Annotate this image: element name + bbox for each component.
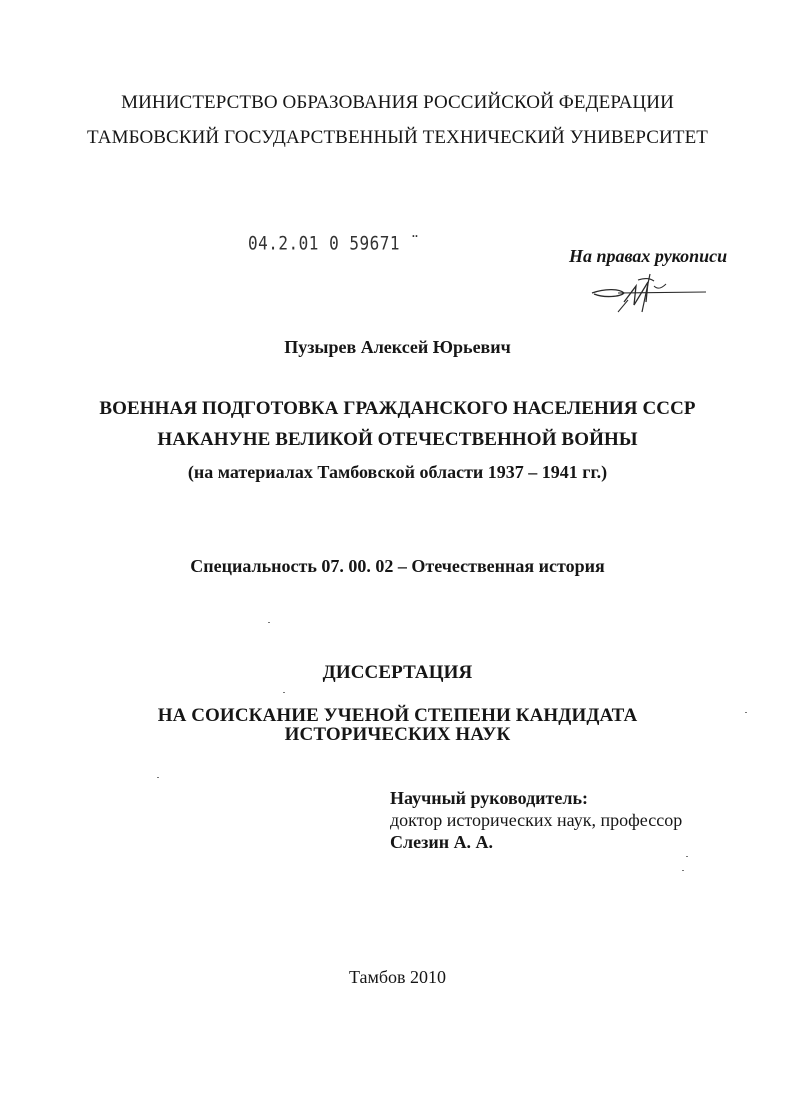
specialty: Специальность 07. 00. 02 – Отечественная история bbox=[190, 556, 605, 576]
author-name: Пузырев Алексей Юрьевич bbox=[284, 337, 511, 357]
advisor-name: Слезин А. А. bbox=[390, 832, 494, 852]
city-year: Тамбов 2010 bbox=[348, 967, 447, 987]
scan-speck bbox=[745, 712, 747, 713]
handwritten-signature bbox=[588, 272, 713, 318]
manuscript-rights-label: На правах рукописи bbox=[569, 246, 728, 266]
scan-speck bbox=[686, 856, 688, 857]
advisor-heading: Научный руководитель: bbox=[390, 788, 588, 808]
scan-speck bbox=[283, 692, 285, 693]
scan-speck bbox=[157, 777, 159, 778]
thesis-title-line-2: НАКАНУНЕ ВЕЛИКОЙ ОТЕЧЕСТВЕННОЙ ВОЙНЫ bbox=[157, 429, 638, 450]
registration-stamp: 04.2.01 0 59671 ¨ bbox=[248, 232, 421, 254]
advisor-credentials: доктор исторических наук, профессор bbox=[390, 810, 683, 830]
degree-line-2: ИСТОРИЧЕСКИХ НАУК bbox=[284, 724, 511, 745]
scan-speck bbox=[682, 870, 684, 871]
thesis-subtitle: (на материалах Тамбовской области 1937 – 1941 гг.) bbox=[187, 462, 608, 482]
thesis-title-line-1: ВОЕННАЯ ПОДГОТОВКА ГРАЖДАНСКОГО НАСЕЛЕНИЯ СССР bbox=[99, 398, 696, 419]
university-name: ТАМБОВСКИЙ ГОСУДАРСТВЕННЫЙ ТЕХНИЧЕСКИЙ УНИВЕРСИТЕТ bbox=[87, 127, 708, 148]
scan-speck bbox=[268, 622, 270, 623]
document-type: ДИССЕРТАЦИЯ bbox=[322, 662, 473, 683]
ministry-name: МИНИСТЕРСТВО ОБРАЗОВАНИЯ РОССИЙСКОЙ ФЕДЕРАЦИИ bbox=[121, 92, 674, 113]
degree-line-1: НА СОИСКАНИЕ УЧЕНОЙ СТЕПЕНИ КАНДИДАТА bbox=[157, 705, 638, 726]
